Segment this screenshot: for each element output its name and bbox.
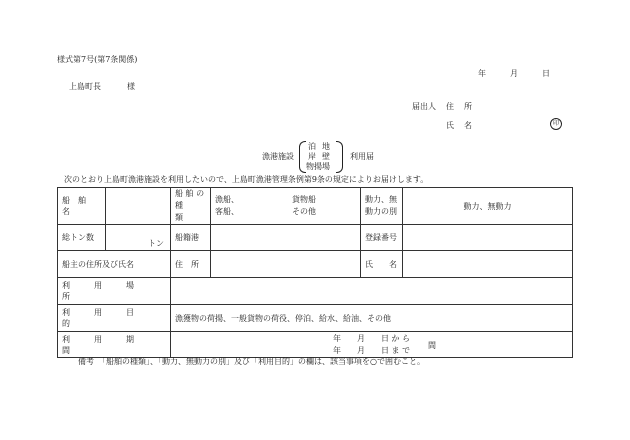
facility-option-landing: 物揚場 bbox=[306, 162, 330, 171]
right-brace bbox=[336, 141, 343, 173]
tonnage-label: 総トン数 bbox=[58, 225, 106, 251]
type-option-fishing[interactable]: 漁船、 bbox=[215, 195, 239, 204]
registration-number-label: 登録番号 bbox=[361, 225, 403, 251]
vessel-type-label-line2: 種 類 bbox=[175, 201, 199, 222]
applicant-label: 届出人 bbox=[412, 102, 436, 111]
table-row bbox=[58, 251, 573, 278]
vessel-name-field[interactable] bbox=[106, 188, 171, 225]
left-brace bbox=[299, 141, 306, 173]
use-purpose-options[interactable]: 漁獲物の荷揚、一般貨物の荷役、停泊、給水、給油、その他 bbox=[171, 305, 573, 332]
date-month-label: 月 bbox=[510, 69, 518, 78]
vessel-type-label bbox=[171, 188, 211, 225]
facility-option-anchorage: 泊地 bbox=[308, 142, 336, 151]
power-label-line2: 動力の別 bbox=[365, 207, 397, 216]
table-row bbox=[58, 305, 573, 332]
date-year-label: 年 bbox=[478, 69, 486, 78]
use-location-label bbox=[58, 278, 171, 305]
vessel-type-label-line1: 船 舶 の bbox=[175, 189, 205, 198]
application-form-table bbox=[57, 187, 573, 358]
owner-name-field[interactable] bbox=[403, 251, 573, 278]
owner-name-label: 氏 名 bbox=[361, 251, 403, 278]
table-row bbox=[58, 332, 573, 358]
owner-address-field[interactable] bbox=[211, 251, 361, 278]
use-location-label-text: 利用場所 bbox=[62, 281, 158, 301]
addressee-honorific: 様 bbox=[127, 82, 135, 91]
tonnage-field[interactable] bbox=[106, 225, 171, 251]
use-location-field[interactable] bbox=[171, 278, 573, 305]
intro-text: 次のとおり上島町漁港施設を利用したいので、上島町漁港管理条例第9条の規定によりお届けします。 bbox=[64, 175, 429, 184]
use-period-label bbox=[58, 332, 171, 358]
addressee-name: 上島町長 bbox=[69, 82, 101, 91]
power-type-label bbox=[361, 188, 403, 225]
vessel-type-options[interactable] bbox=[211, 188, 361, 225]
registration-number-field[interactable] bbox=[403, 225, 573, 251]
applicant-address-label: 住所 bbox=[446, 102, 482, 111]
owner-address-label: 住 所 bbox=[171, 251, 211, 278]
power-label-line1: 動力、無 bbox=[365, 195, 397, 204]
form-number: 様式第7号(第7条関係) bbox=[57, 55, 138, 64]
power-type-options[interactable]: 動力、無動力 bbox=[403, 188, 573, 225]
addressee bbox=[69, 83, 135, 91]
period-from: 年 月 日 か ら bbox=[332, 333, 411, 343]
use-location-text bbox=[62, 280, 166, 302]
date-day-label: 日 bbox=[542, 69, 550, 78]
use-purpose-label bbox=[58, 305, 171, 332]
type-option-other[interactable]: その他 bbox=[292, 207, 316, 216]
table-row bbox=[58, 278, 573, 305]
tonnage-unit: トン bbox=[148, 238, 164, 248]
facility-option-quay: 岸壁 bbox=[308, 152, 336, 161]
owner-address-name-label: 船主の住所及び氏名 bbox=[58, 251, 171, 278]
type-option-passenger[interactable]: 客船、 bbox=[215, 207, 239, 216]
remarks-note: 備考 「船舶の種類」、「動力、無動力の別」及び「利用目的」の欄は、該当事項を○で囲むこと。 bbox=[78, 357, 425, 366]
title-usage-notice: 利用届 bbox=[350, 152, 374, 161]
port-of-registry-field[interactable] bbox=[211, 225, 361, 251]
vessel-name-label: 船 舶 名 bbox=[58, 188, 106, 225]
use-period-label-text: 利用期間 bbox=[62, 334, 158, 355]
table-row bbox=[58, 188, 573, 225]
table-row bbox=[58, 225, 573, 251]
port-of-registry-label: 船籍港 bbox=[171, 225, 211, 251]
seal-mark: 印 bbox=[550, 118, 562, 130]
type-option-cargo[interactable]: 貨物船 bbox=[292, 195, 316, 204]
period-to: 年 月 日 ま で bbox=[332, 345, 411, 355]
use-period-field[interactable] bbox=[171, 332, 573, 358]
use-purpose-label-text: 利用目的 bbox=[62, 308, 158, 328]
applicant-name-label: 氏名 bbox=[446, 121, 482, 130]
period-unit: 間 bbox=[428, 341, 436, 350]
title-facility: 漁港施設 bbox=[262, 152, 294, 161]
